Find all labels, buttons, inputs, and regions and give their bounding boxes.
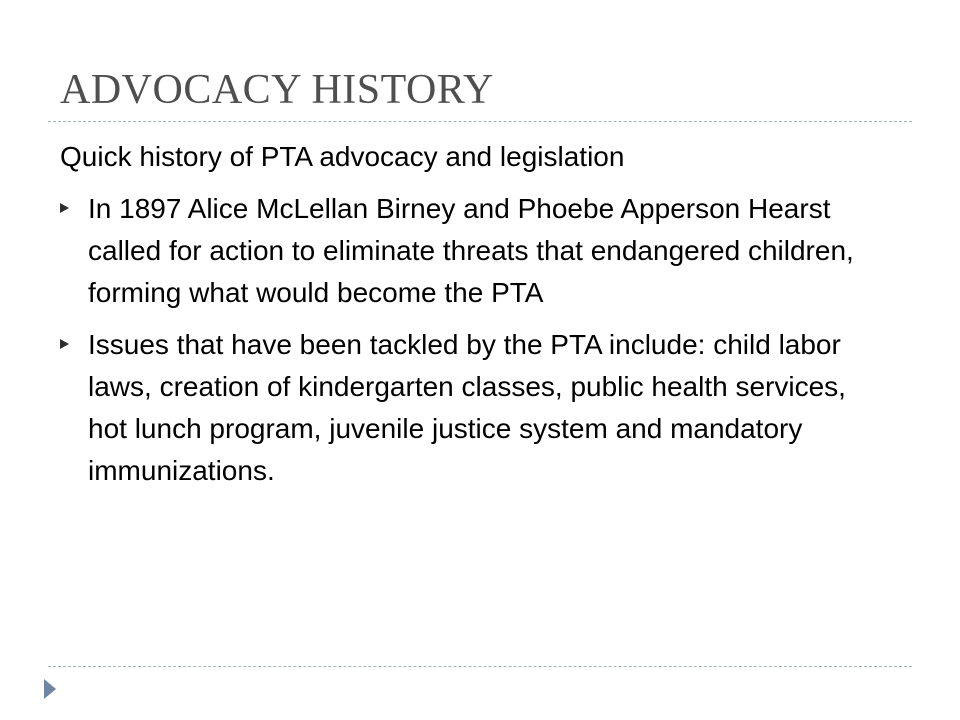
triangle-bullet-icon — [60, 203, 69, 213]
triangle-bullet-icon — [60, 339, 69, 349]
title-divider — [48, 121, 912, 122]
bullet-item — [60, 324, 880, 492]
bullet-list — [60, 188, 880, 492]
footer-triangle-icon — [44, 679, 56, 699]
footer-divider — [48, 666, 912, 667]
slide-body — [60, 136, 880, 492]
bullet-text: Issues that have been tackled by the PTA include: child labor laws, creation of kindergarten classes, public health services, hot lunch program, juvenile justice system and mandatory immunizations. — [88, 329, 846, 486]
bullet-text: In 1897 Alice McLellan Birney and Phoebe Apperson Hearst called for action to eliminate threats that endangered children, forming what would become the PTA — [88, 193, 854, 308]
bullet-item — [60, 188, 880, 314]
subheading: Quick history of PTA advocacy and legislation — [60, 141, 625, 172]
slide-title: ADVOCACY HISTORY — [60, 67, 494, 113]
